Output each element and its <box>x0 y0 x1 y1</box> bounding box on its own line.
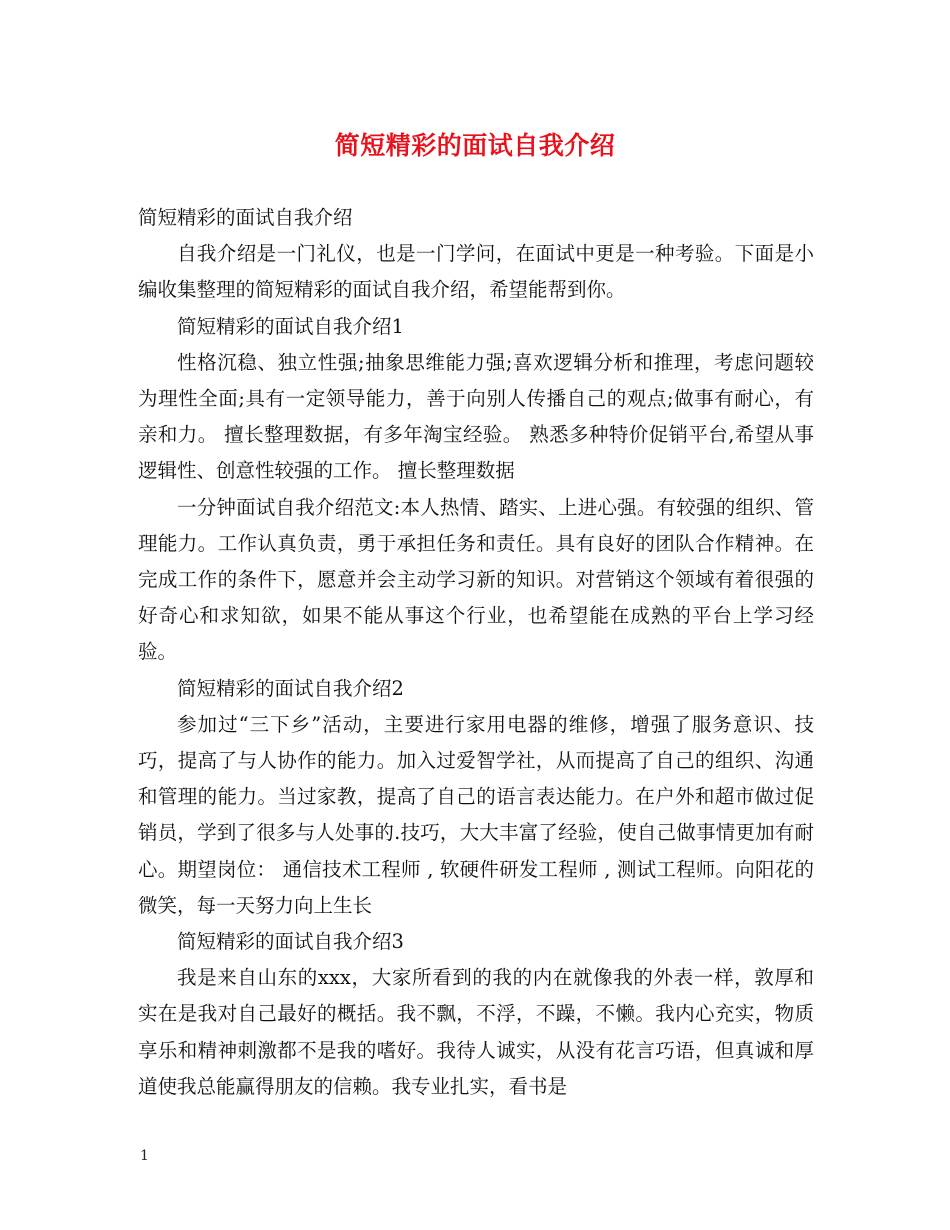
document-title: 简短精彩的面试自我介绍 <box>334 131 616 160</box>
body-paragraph: 参加过“三下乡”活动，主要进行家用电器的维修，增强了服务意识、技巧，提高了与人协作的能力。加入过爱智学社，从而提高了自己的组织、沟通和管理的能力。当过家教，提高了自己的语言表达能力。在户外和超市做过促销员，学到了很多与人处事的.技巧，大大丰富了经验，使自己做事情更加有耐心。期望岗位： 通信技术工程师 , 软硬件研发工程师 , 测试工程师。向阳花的微笑，每一天努力向上生长 <box>138 712 814 917</box>
body-paragraph: 我是来自山东的xxx，大家所看到的我的内在就像我的外表一样，敦厚和实在是我对自己最好的概括。我不飘，不浮，不躁，不懒。我内心充实，物质享乐和精神刺激都不是我的嗜好。我待人诚实，从没有花言巧语，但真诚和厚道使我总能赢得朋友的信赖。我专业扎实，看书是 <box>138 966 814 1098</box>
section-heading: 简短精彩的面试自我介绍 <box>138 206 353 229</box>
intro-paragraph: 自我介绍是一门礼仪，也是一门学问，在面试中更是一种考验。下面是小编收集整理的简短精彩的面试自我介绍，希望能帮到你。 <box>138 242 814 302</box>
page-number: 1 <box>140 1148 149 1164</box>
section-heading-1: 简短精彩的面试自我介绍1 <box>177 314 404 338</box>
body-paragraph: 一分钟面试自我介绍范文:本人热情、踏实、上进心强。有较强的组织、管理能力。工作认真负责，勇于承担任务和责任。具有良好的团队合作精神。在完成工作的条件下，愿意并会主动学习新的知识。对营销这个领域有着很强的好奇心和求知欲，如果不能从事这个行业，也希望能在成熟的平台上学习经验。 <box>138 495 814 664</box>
document-body <box>138 200 814 1105</box>
section-heading-3: 简短精彩的面试自我介绍3 <box>177 930 404 954</box>
section-heading-2: 简短精彩的面试自我介绍2 <box>177 676 404 700</box>
body-paragraph: 性格沉稳、独立性强;抽象思维能力强;喜欢逻辑分析和推理，考虑问题较为理性全面;具有一定领导能力，善于向别人传播自己的观点;做事有耐心，有亲和力。 擅长整理数据，有多年淘宝经验。 熟悉多种特价促销平台,希望从事逻辑性、创意性较强的工作。 擅长整理数据 <box>138 350 814 483</box>
